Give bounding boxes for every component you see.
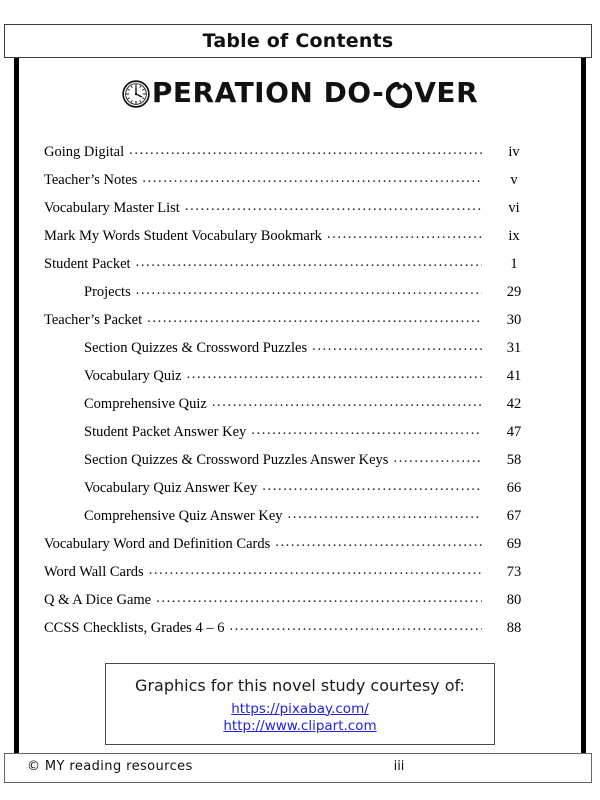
toc-entry[interactable]: [44, 480, 544, 508]
toc-entry-label: Word Wall Cards: [44, 564, 144, 580]
toc-entry-page: ix: [508, 228, 520, 244]
toc-dot-leader: [275, 534, 482, 551]
toc-dot-leader: [212, 394, 482, 411]
toc-entry-label: Q & A Dice Game: [44, 592, 152, 608]
toc-entry-label: Student Packet: [44, 256, 131, 272]
toc-dot-leader: [229, 618, 482, 635]
book-title-part-two: VER: [414, 76, 479, 109]
toc-entry-label: Going Digital: [44, 144, 125, 160]
refresh-power-icon: [386, 82, 412, 108]
toc-dot-leader: [187, 366, 482, 383]
toc-dot-leader: [156, 590, 482, 607]
toc-entry[interactable]: [44, 228, 544, 256]
toc-entry-page: 80: [506, 592, 522, 608]
toc-entry[interactable]: [44, 452, 544, 480]
toc-entry-label: Vocabulary Quiz: [84, 368, 182, 384]
toc-entry[interactable]: [44, 592, 544, 620]
toc-entry-label: Projects: [84, 284, 131, 300]
toc-dot-leader: [142, 170, 482, 187]
toc-entry[interactable]: [44, 368, 544, 396]
page-title: Table of Contents: [202, 30, 394, 52]
toc-dot-leader: [136, 254, 482, 271]
toc-entry[interactable]: [44, 536, 544, 564]
right-page-rule: [581, 58, 586, 753]
toc-entry-label: Teacher’s Packet: [44, 312, 143, 328]
toc-entry[interactable]: [44, 256, 544, 284]
toc-entry[interactable]: [44, 424, 544, 452]
toc-entry-page: 42: [506, 396, 522, 412]
toc-entry-label: Section Quizzes & Crossword Puzzles Answer Keys: [84, 452, 389, 468]
toc-entry-page: 31: [506, 340, 522, 356]
book-title-part-one: PERATION DO-: [151, 76, 385, 109]
toc-dot-leader: [288, 506, 482, 523]
toc-entry-page: 73: [506, 564, 522, 580]
footer-copyright: © MY reading resources: [27, 759, 193, 774]
footer-page-number: iii: [393, 759, 405, 774]
credits-link-clipart[interactable]: http://www.clipart.com: [223, 717, 377, 734]
toc-entry-page: 1: [510, 256, 518, 272]
toc-entry-label: Student Packet Answer Key: [84, 424, 247, 440]
toc-entry-page: 67: [506, 508, 522, 524]
toc-entry-page: 58: [506, 452, 522, 468]
toc-entry-label: Comprehensive Quiz Answer Key: [84, 508, 283, 524]
toc-entry-page: 47: [506, 424, 522, 440]
toc-dot-leader: [393, 450, 482, 467]
toc-entry[interactable]: [44, 144, 544, 172]
page-footer-box: [4, 753, 592, 783]
toc-entry-page: iv: [508, 144, 520, 160]
toc-entry-page: 66: [506, 480, 522, 496]
toc-entry-label: Section Quizzes & Crossword Puzzles: [84, 340, 308, 356]
toc-entry-label: Mark My Words Student Vocabulary Bookmark: [44, 228, 322, 244]
toc-entry[interactable]: [44, 340, 544, 368]
toc-entry-page: 30: [506, 312, 522, 328]
toc-entry[interactable]: [44, 564, 544, 592]
toc-dot-leader: [251, 422, 482, 439]
toc-entry[interactable]: [44, 396, 544, 424]
toc-entry-page: 29: [506, 284, 522, 300]
toc-dot-leader: [312, 338, 482, 355]
toc-dot-leader: [149, 562, 482, 579]
toc-entry-label: Vocabulary Word and Definition Cards: [44, 536, 271, 552]
toc-dot-leader: [136, 282, 482, 299]
toc-entry[interactable]: [44, 172, 544, 200]
page-header-box: [4, 24, 592, 58]
toc-entry[interactable]: [44, 200, 544, 228]
toc-entry[interactable]: [44, 620, 544, 648]
toc-dot-leader: [147, 310, 482, 327]
toc-dot-leader: [129, 142, 482, 159]
toc-entry-label: Teacher’s Notes: [44, 172, 138, 188]
toc-entry-label: Vocabulary Quiz Answer Key: [84, 480, 258, 496]
toc-entry-page: v: [510, 172, 518, 188]
toc-entry-page: 69: [506, 536, 522, 552]
left-page-rule: [14, 58, 19, 753]
table-of-contents-list: [44, 144, 544, 648]
toc-dot-leader: [262, 478, 482, 495]
toc-dot-leader: [185, 198, 482, 215]
credits-heading: Graphics for this novel study courtesy of:: [135, 675, 465, 695]
toc-entry[interactable]: [44, 312, 544, 340]
toc-entry-label: CCSS Checklists, Grades 4 – 6: [44, 620, 225, 636]
toc-entry-page: vi: [508, 200, 520, 216]
credits-link-pixabay[interactable]: https://pixabay.com/: [231, 700, 369, 717]
clock-icon: [122, 80, 150, 108]
toc-entry-label: Comprehensive Quiz: [84, 396, 207, 412]
graphics-credits-box: [105, 663, 495, 745]
toc-dot-leader: [327, 226, 482, 243]
toc-entry[interactable]: [44, 508, 544, 536]
toc-entry[interactable]: [44, 284, 544, 312]
toc-entry-label: Vocabulary Master List: [44, 200, 180, 216]
book-title-logo: [0, 68, 600, 118]
toc-entry-page: 88: [506, 620, 522, 636]
toc-entry-page: 41: [506, 368, 522, 384]
